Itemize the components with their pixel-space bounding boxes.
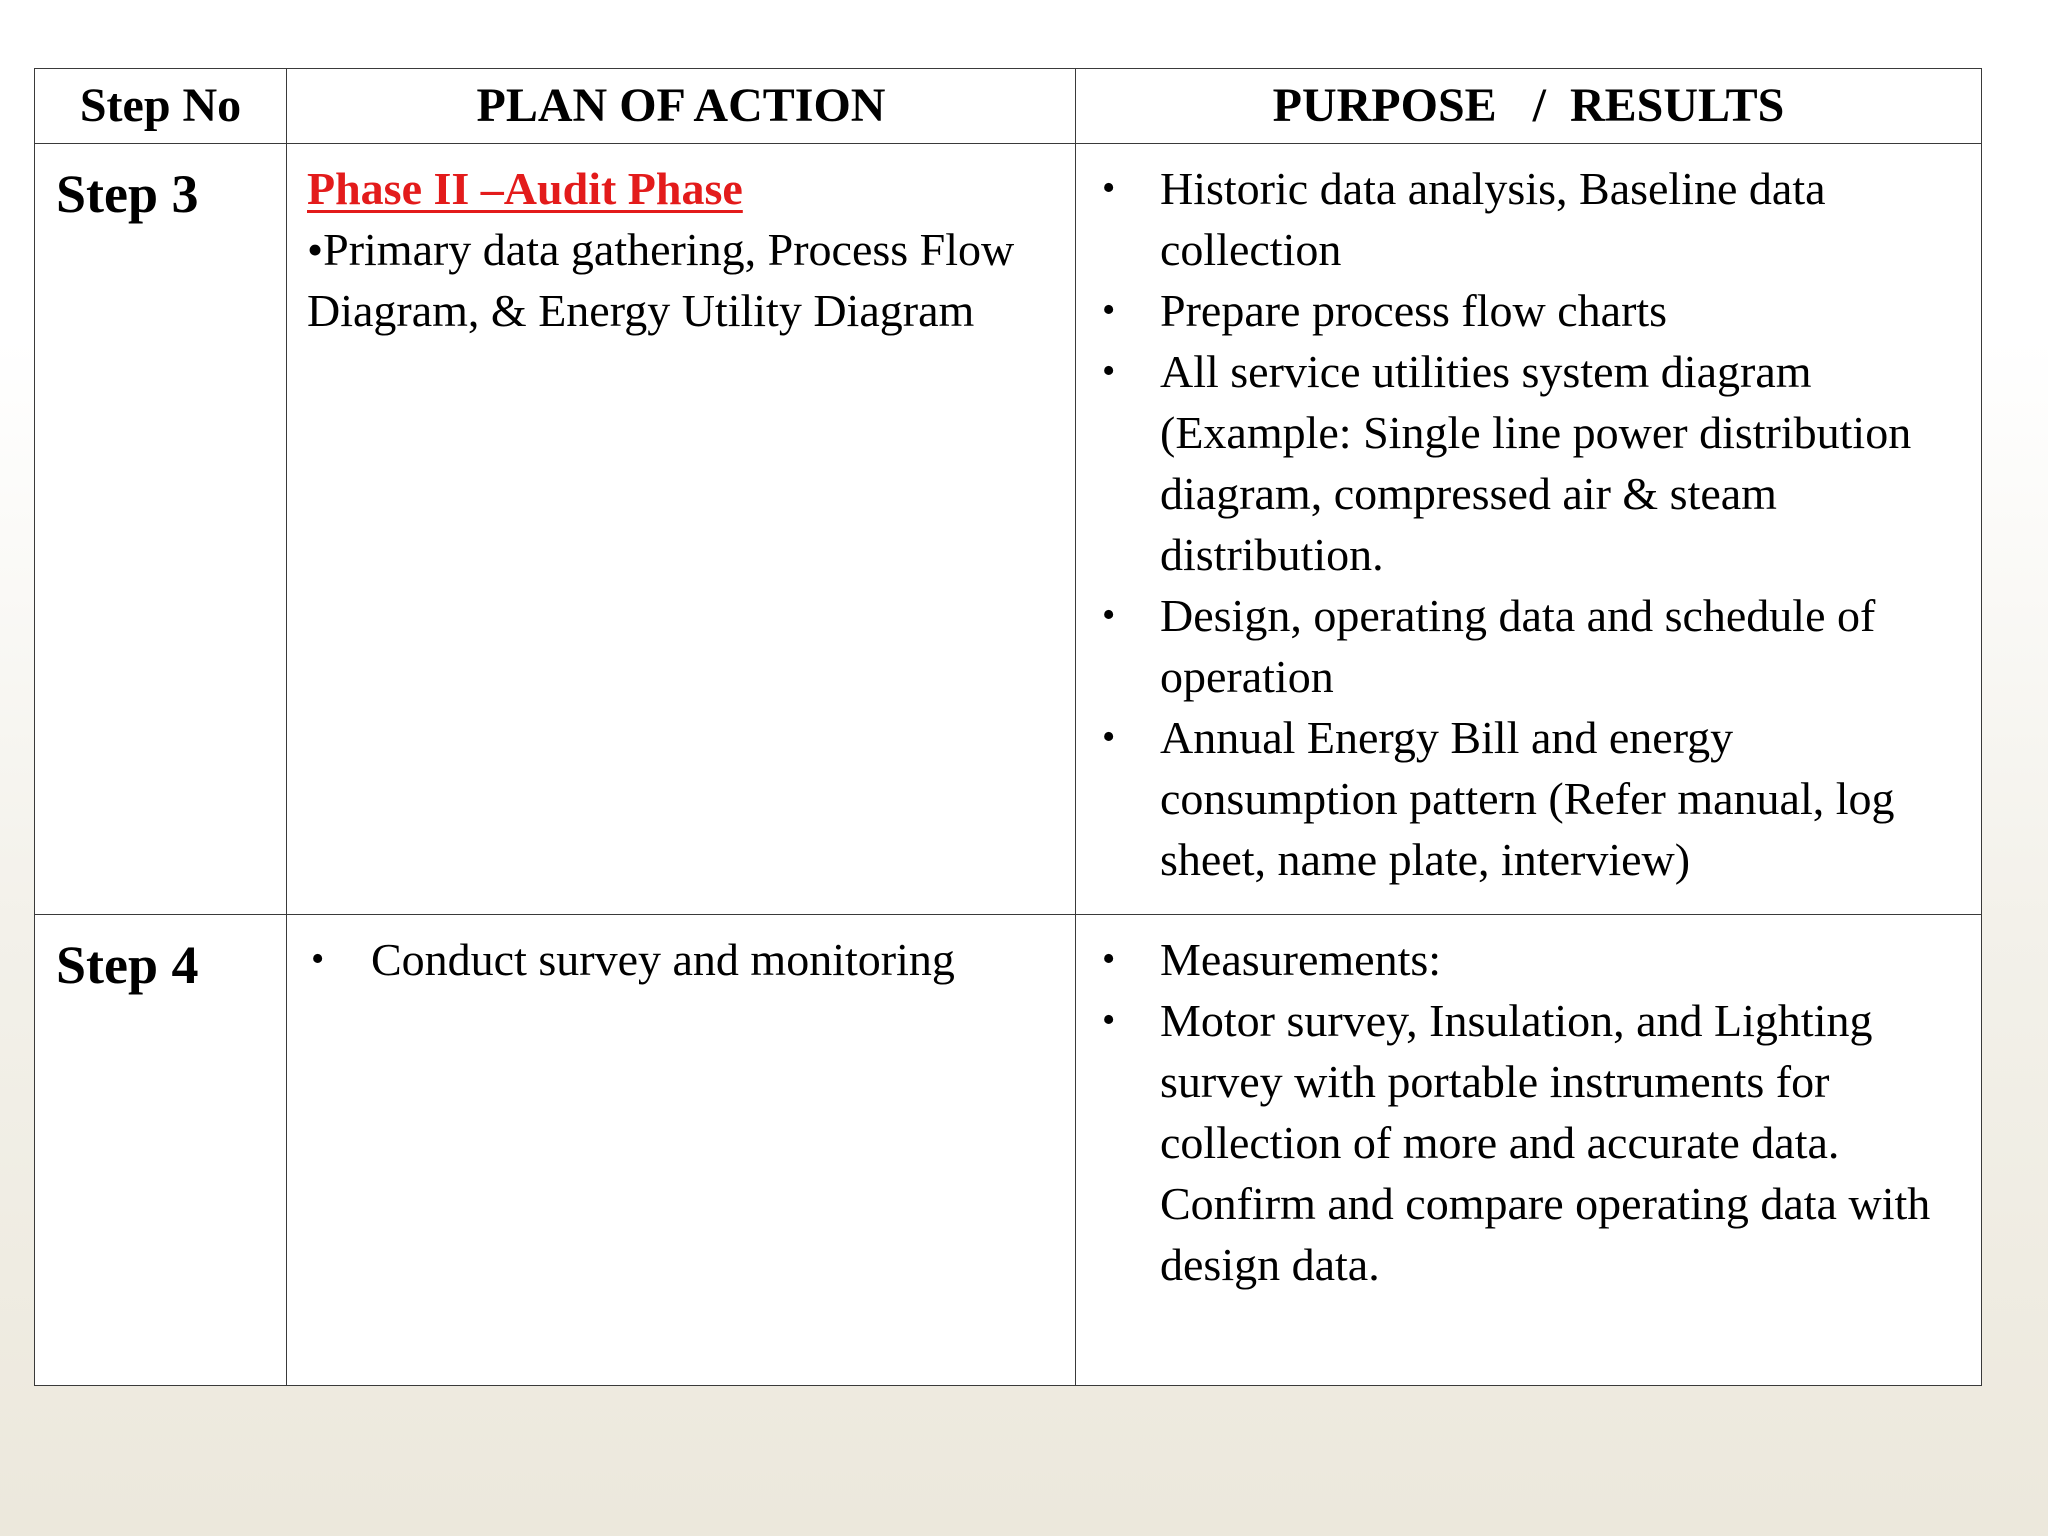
plan-cell [287,915,1076,1386]
list-item [1094,707,1971,890]
phase-title: Phase II –Audit Phase [307,163,743,214]
list-item-text: Design, operating data and schedule of operation [1160,590,1876,702]
header-row [35,69,1982,144]
table-row-step-3 [35,144,1982,915]
header-purpose-results [1076,69,1982,144]
bullet-icon: • [311,938,325,980]
bullet-icon: • [1102,938,1116,980]
list-item-text: Conduct survey and monitoring [371,934,955,985]
purpose-list [1094,158,1971,890]
purpose-cell [1076,915,1982,1386]
list-item-text: All service utilities system diagram (Example: Single line power distribution diagram, compressed air & steam distribution. [1160,346,1912,580]
plan-cell [287,144,1076,915]
list-item-text: Motor survey, Insulation, and Lighting survey with portable instruments for collection of more and accurate data. Confirm and compare operating data with design data. [1160,995,1931,1290]
header-plan-of-action: PLAN OF ACTION [287,69,1076,144]
bullet-icon: • [1102,289,1116,331]
table-row-step-4 [35,915,1982,1386]
purpose-list [1094,929,1971,1295]
bullet-icon: • [1102,716,1116,758]
audit-steps-table [34,68,1982,1386]
plan-description: •Primary data gathering, Process Flow Diagram, & Energy Utility Diagram [307,224,1015,336]
bullet-icon: • [1102,350,1116,392]
list-item-text: Annual Energy Bill and energy consumption pattern (Refer manual, log sheet, name plate, interview) [1160,712,1895,885]
step-label: Step 4 [56,935,199,995]
purpose-cell [1076,144,1982,915]
step-label: Step 3 [56,164,199,224]
plan-list [307,929,1059,990]
list-item [1094,990,1971,1295]
header-step-no: Step No [35,69,287,144]
bullet-icon: • [1102,594,1116,636]
header-purpose-results-text: PURPOSE / RESULTS [1272,79,1785,132]
bullet-icon: • [1102,167,1116,209]
list-item [1094,280,1971,341]
step-cell [35,144,287,915]
list-item-text: Measurements: [1160,934,1442,985]
step-cell [35,915,287,1386]
list-item-text: Prepare process flow charts [1160,285,1668,336]
list-item [307,929,1059,990]
list-item-text: Historic data analysis, Baseline data collection [1160,163,1826,275]
list-item [1094,158,1971,280]
list-item [1094,341,1971,585]
list-item [1094,585,1971,707]
list-item [1094,929,1971,990]
bullet-icon: • [1102,999,1116,1041]
